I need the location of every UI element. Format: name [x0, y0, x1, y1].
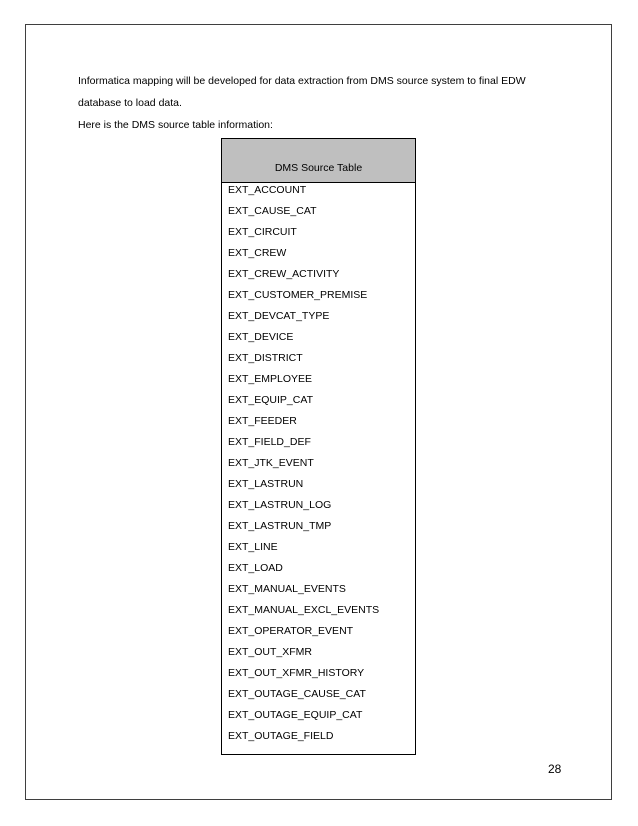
table-row: EXT_OUTAGE_EQUIP_CAT — [228, 709, 363, 721]
page-number: 28 — [548, 762, 562, 776]
table-row: EXT_LASTRUN_TMP — [228, 520, 332, 532]
table-header: DMS Source Table — [222, 139, 415, 183]
table-row: EXT_JTK_EVENT — [228, 457, 314, 469]
table-row: EXT_LASTRUN — [228, 478, 304, 490]
table-row: EXT_OUTAGE_CAUSE_CAT — [228, 688, 366, 700]
intro-line-1: Informatica mapping will be developed for data extraction from DMS source system to final EDW — [78, 75, 526, 87]
table-row: EXT_DISTRICT — [228, 352, 303, 364]
table-row: EXT_CIRCUIT — [228, 226, 297, 238]
table-row: EXT_CUSTOMER_PREMISE — [228, 289, 368, 301]
intro-line-3: Here is the DMS source table information: — [78, 119, 273, 131]
table-row: EXT_ACCOUNT — [228, 184, 307, 196]
table-row: EXT_CAUSE_CAT — [228, 205, 317, 217]
table-row: EXT_FIELD_DEF — [228, 436, 311, 448]
table-row: EXT_EMPLOYEE — [228, 373, 313, 385]
table-row: EXT_DEVICE — [228, 331, 294, 343]
table-row: EXT_FEEDER — [228, 415, 297, 427]
table-row: EXT_MANUAL_EXCL_EVENTS — [228, 604, 380, 616]
intro-line-2: database to load data. — [78, 97, 182, 109]
table-row: EXT_EQUIP_CAT — [228, 394, 313, 406]
table-row: EXT_OUT_XFMR — [228, 646, 313, 658]
table-row: EXT_LASTRUN_LOG — [228, 499, 332, 511]
table-row: EXT_MANUAL_EVENTS — [228, 583, 346, 595]
table-row: EXT_OUT_XFMR_HISTORY — [228, 667, 365, 679]
table-row: EXT_DEVCAT_TYPE — [228, 310, 330, 322]
table-row: EXT_OUTAGE_FIELD — [228, 730, 334, 742]
table-row: EXT_LOAD — [228, 562, 283, 574]
table-row: EXT_CREW_ACTIVITY — [228, 268, 340, 280]
table-body — [222, 183, 415, 754]
table-row: EXT_OPERATOR_EVENT — [228, 625, 354, 637]
dms-source-table — [221, 138, 416, 755]
table-row: EXT_CREW — [228, 247, 287, 259]
table-row: EXT_LINE — [228, 541, 278, 553]
